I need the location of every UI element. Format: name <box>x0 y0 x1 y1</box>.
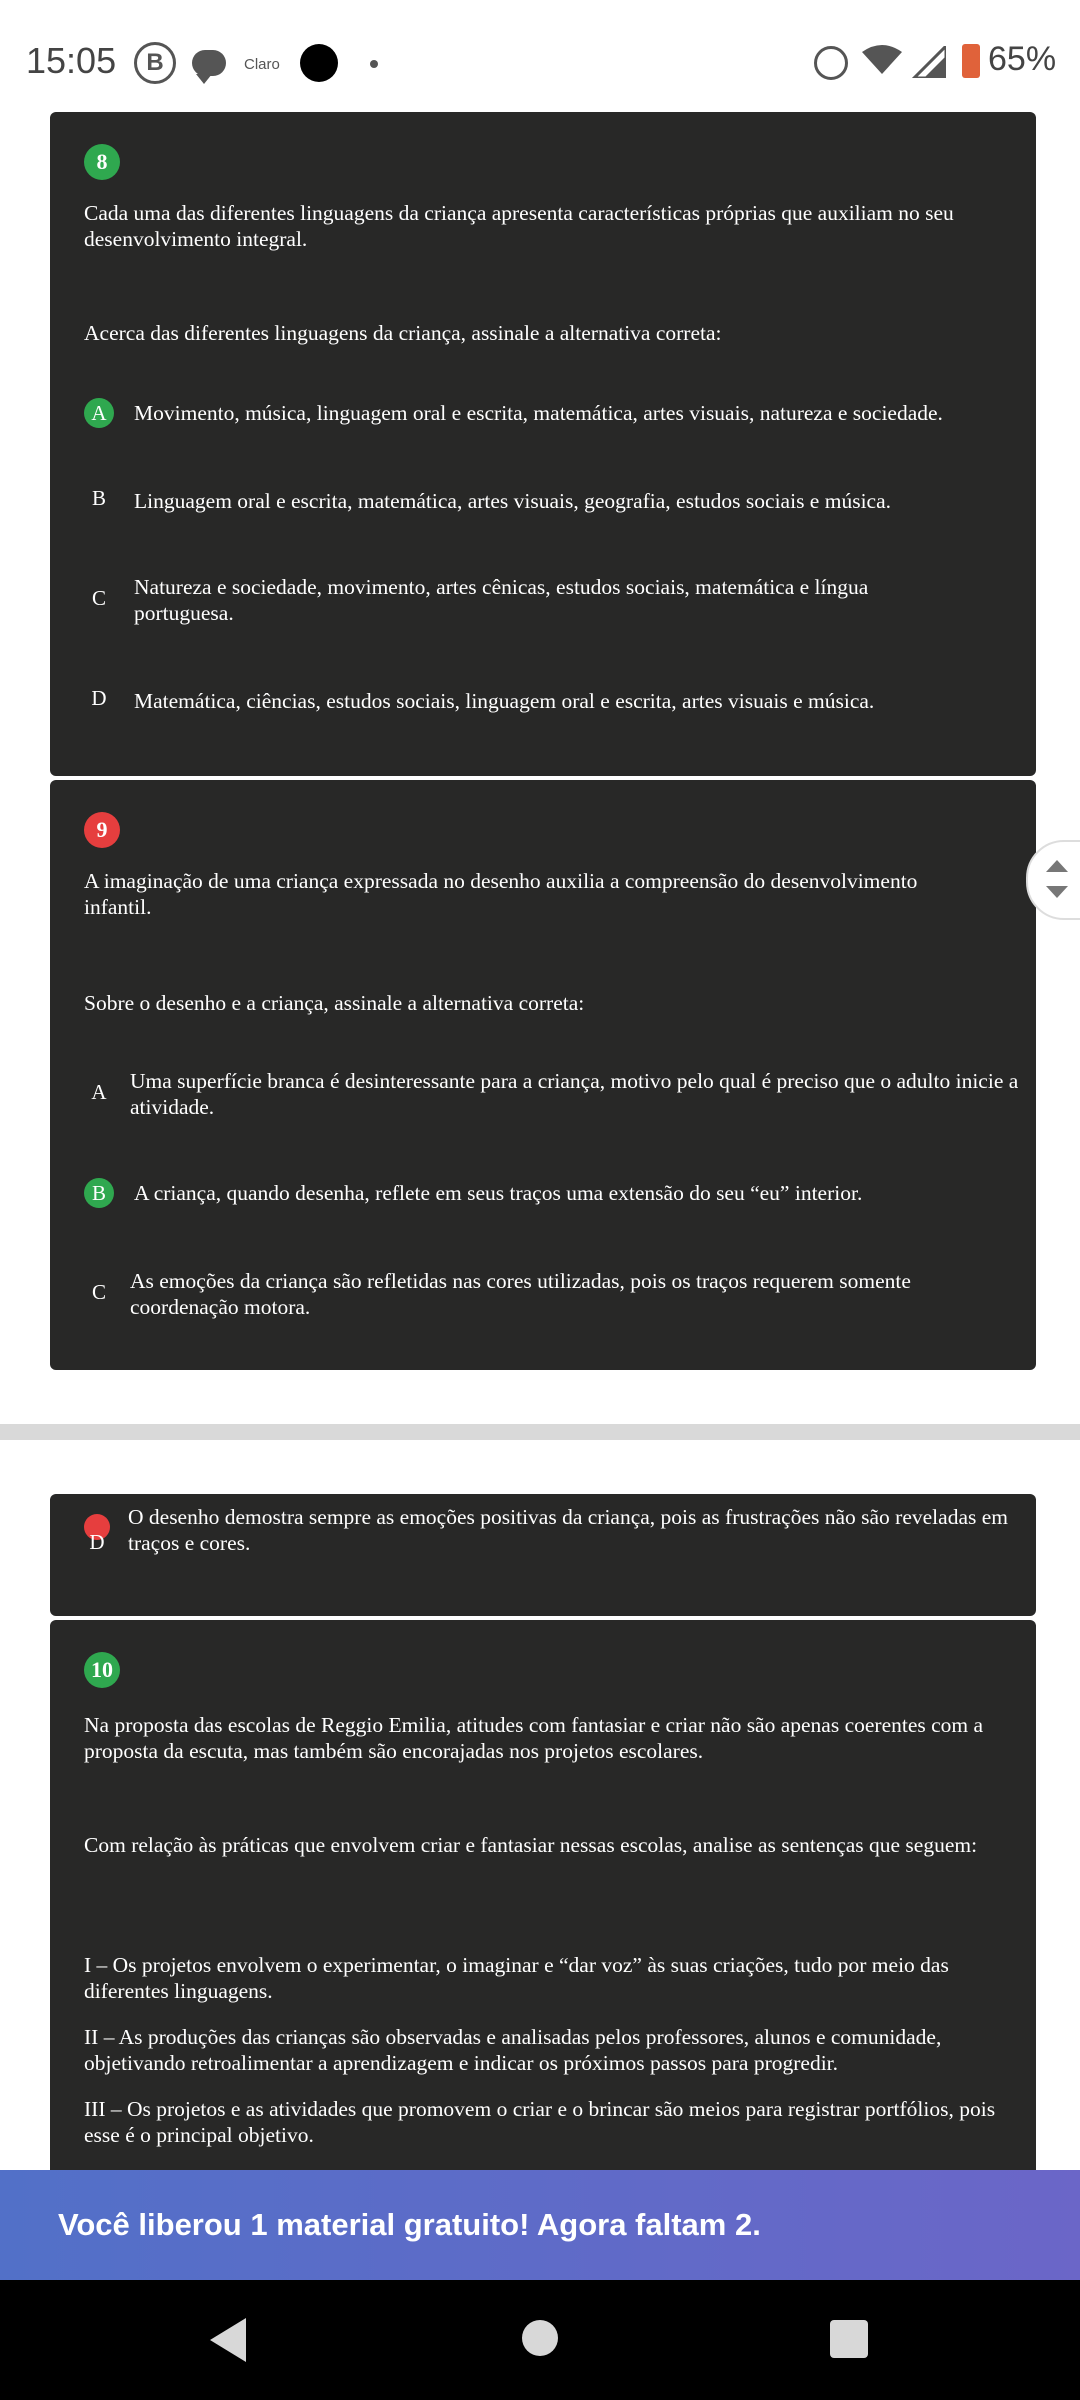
option-letter: B <box>91 486 106 510</box>
option-d[interactable]: Matemática, ciências, estudos sociais, linguagem oral e escrita, artes visuais e música. <box>134 689 875 713</box>
page-divider <box>0 1424 1080 1440</box>
option-letter: D <box>91 686 107 710</box>
question-card-10 <box>50 1620 1036 2180</box>
option-c[interactable]: Natureza e sociedade, movimento, artes cênicas, estudos sociais, matemática e língua portuguesa. <box>134 575 869 625</box>
option-letter: C <box>91 1280 106 1304</box>
question-card-8 <box>50 112 1036 776</box>
question-number-badge: 10 <box>84 1652 120 1688</box>
question-prompt: Sobre o desenho e a criança, assinale a alternativa correta: <box>84 991 585 1015</box>
wifi-icon <box>862 44 902 76</box>
banner-text: Você liberou 1 material gratuito! Agora faltam 2. <box>58 2207 761 2242</box>
b-icon: B <box>134 42 176 84</box>
scroll-up-icon[interactable] <box>1046 860 1068 872</box>
option-a[interactable]: Movimento, música, linguagem oral e escrita, matemática, artes visuais, natureza e sociedade. <box>134 401 943 425</box>
question-card-9-continued <box>50 1494 1036 1616</box>
battery-icon <box>962 44 980 78</box>
battery-percent: 65% <box>988 40 1057 78</box>
question-number-badge: 8 <box>84 144 120 180</box>
statement-1: I – Os projetos envolvem o experimentar, o imaginar e “dar voz” às suas criações, tudo por meio das diferentes linguagens. <box>84 1953 949 2003</box>
option-letter: D <box>89 1530 105 1554</box>
question-text: Cada uma das diferentes linguagens da criança apresenta características próprias que auxiliam no seu desenvolvimento integral. <box>84 201 954 251</box>
chat-icon <box>192 50 226 76</box>
back-icon[interactable] <box>210 2318 246 2362</box>
option-b[interactable]: Linguagem oral e escrita, matemática, artes visuais, geografia, estudos sociais e música. <box>134 489 892 513</box>
status-time: 15:05 <box>26 40 117 81</box>
recent-apps-icon[interactable] <box>830 2320 868 2358</box>
question-text: A imaginação de uma criança expressada no desenho auxilia a compreensão do desenvolvimento infantil. <box>84 869 918 919</box>
signal-icon <box>912 46 946 78</box>
option-d[interactable]: O desenho demostra sempre as emoções positivas da criança, pois as frustrações não são reveladas em traços e cores. <box>128 1505 1008 1555</box>
option-b[interactable]: A criança, quando desenha, reflete em seus traços uma extensão do seu “eu” interior. <box>134 1181 863 1205</box>
option-letter-correct: A <box>84 398 114 428</box>
option-letter: A <box>91 1080 107 1104</box>
claro-icon: Claro <box>244 56 280 73</box>
free-material-banner[interactable] <box>0 2170 1080 2280</box>
alarm-icon <box>814 46 848 80</box>
question-card-9 <box>50 780 1036 1370</box>
question-prompt: Acerca das diferentes linguagens da criança, assinale a alternativa correta: <box>84 321 722 345</box>
question-number-badge: 9 <box>84 812 120 848</box>
question-text: Na proposta das escolas de Reggio Emilia, atitudes com fantasiar e criar não são apenas coerentes com a proposta da escuta, mas também são encorajadas nos projetos escolares. <box>84 1713 984 1763</box>
option-letter-correct: B <box>84 1178 114 1208</box>
record-dot-icon <box>300 44 338 82</box>
system-nav-bar <box>0 2280 1080 2400</box>
option-letter: C <box>91 586 106 610</box>
status-bar <box>0 0 1080 110</box>
dot-icon <box>370 60 378 68</box>
home-icon[interactable] <box>522 2320 558 2356</box>
option-a[interactable]: Uma superfície branca é desinteressante para a criança, motivo pelo qual é preciso que o adulto inicie a atividade. <box>130 1069 1019 1119</box>
question-prompt: Com relação às práticas que envolvem criar e fantasiar nessas escolas, analise as sentenças que seguem: <box>84 1833 978 1857</box>
option-c[interactable]: As emoções da criança são refletidas nas cores utilizadas, pois os traços requerem somente coordenação motora. <box>130 1269 911 1319</box>
statement-2: II – As produções das crianças são observadas e analisadas pelos professores, alunos e comunidade, objetivando retroalimentar a aprendizagem e indicar os próximos passos para progredir. <box>84 2025 942 2075</box>
scroll-down-icon[interactable] <box>1046 886 1068 898</box>
statement-3: III – Os projetos e as atividades que promovem o criar e o brincar são meios para registrar portfólios, pois esse é o principal objetivo. <box>84 2097 996 2147</box>
